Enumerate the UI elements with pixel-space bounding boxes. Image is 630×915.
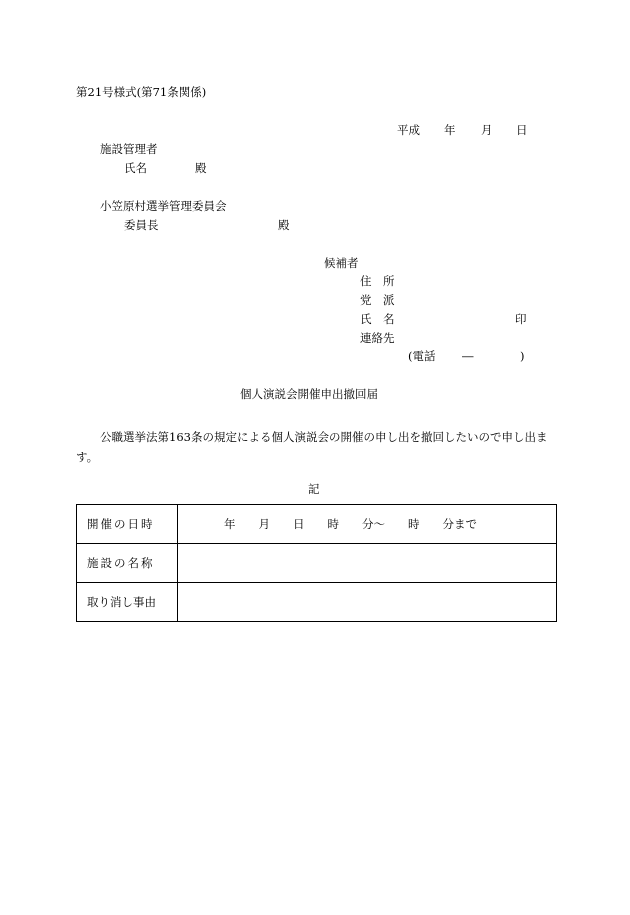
addressee2-honorific: 殿: [278, 218, 290, 232]
seal-mark: 印: [515, 312, 527, 326]
table-row: [77, 583, 557, 622]
ki-mark: 記: [308, 482, 320, 496]
date-year: 年: [444, 123, 456, 137]
table-row: [77, 505, 557, 544]
row-label-datetime: 開催の日時: [77, 505, 178, 544]
info-table: [76, 504, 557, 622]
phone-close: ): [520, 349, 525, 363]
candidate-title: 候補者: [324, 256, 359, 270]
document-title: 個人演説会開催申出撤回届: [240, 387, 378, 401]
date-month: 月: [481, 123, 493, 137]
candidate-address-label: 住 所: [360, 274, 395, 288]
row-value-datetime[interactable]: 年 月 日 時 分〜 時 分まで: [178, 505, 557, 544]
row-label-reason: 取り消し事由: [77, 583, 178, 622]
row-label-facility: 施設の名称: [77, 544, 178, 583]
candidate-name-label: 氏 名: [360, 312, 395, 326]
row-value-reason[interactable]: [178, 583, 557, 622]
candidate-party-label: 党 派: [360, 293, 395, 307]
body-text: 公職選挙法第163条の規定による個人演説会の開催の申し出を撤回したいので申し出ます。: [76, 430, 548, 464]
addressee1-name-label: 氏名: [124, 161, 147, 175]
table-row: [77, 544, 557, 583]
addressee2-name-label: 委員長: [124, 218, 159, 232]
form-number: 第21号様式(第71条関係): [76, 85, 207, 99]
addressee2-title: 小笠原村選挙管理委員会: [100, 199, 227, 213]
date-era: 平成: [397, 123, 420, 137]
candidate-contact-label: 連絡先: [360, 331, 395, 345]
addressee1-title: 施設管理者: [100, 142, 158, 156]
phone-open: (電話: [408, 349, 436, 363]
phone-dash: ―: [462, 349, 474, 363]
date-day: 日: [516, 123, 528, 137]
addressee1-honorific: 殿: [195, 161, 207, 175]
row-value-facility[interactable]: [178, 544, 557, 583]
